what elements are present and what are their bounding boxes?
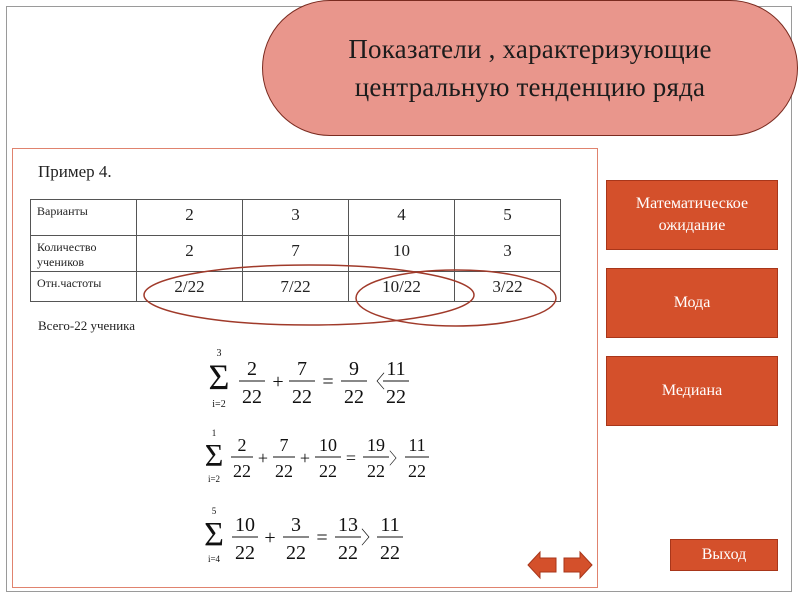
sum-upper-limit: 5	[211, 506, 217, 516]
plus-sign: +	[272, 371, 284, 393]
sum-upper-limit: 3	[216, 348, 222, 359]
table-cell: 7	[243, 236, 349, 272]
formula-area	[200, 345, 450, 570]
equals-sign: =	[316, 527, 328, 549]
plus-sign: +	[299, 448, 311, 468]
sigma-symbol: Σ	[204, 516, 224, 553]
fraction-numerator: 10	[319, 435, 337, 455]
row-header-frequencies: Отн.частоты	[31, 272, 137, 302]
row-header-line: учеников	[37, 255, 85, 269]
oval-left	[144, 265, 474, 325]
fraction-denominator: 22	[367, 461, 385, 481]
fraction-denominator: 22	[338, 542, 358, 564]
comparison-sign: 〉	[388, 451, 406, 468]
equals-sign: =	[322, 371, 334, 393]
median-button[interactable]: Медиана	[606, 356, 778, 426]
table-cell: 4	[349, 200, 455, 236]
sum-lower-limit: i=2	[212, 399, 226, 410]
fraction-denominator: 22	[408, 461, 426, 481]
fraction-denominator: 22	[319, 461, 337, 481]
fraction-numerator: 11	[408, 435, 426, 455]
expectation-label-line-1: Математическое	[635, 195, 749, 212]
fraction-denominator: 22	[344, 386, 364, 408]
total-label: Всего-22 ученика	[38, 318, 136, 333]
table-cell: 5	[455, 200, 561, 236]
fraction-numerator: 11	[380, 514, 400, 536]
fraction-numerator: 2	[237, 435, 247, 455]
title-line-1: Показатели , характеризующие	[348, 34, 712, 64]
fraction-denominator: 22	[242, 386, 262, 408]
fraction-denominator: 22	[233, 461, 251, 481]
table-cell: 2	[137, 236, 243, 272]
table-cell: 7/22	[243, 272, 349, 302]
plus-sign: +	[257, 448, 269, 468]
fraction-numerator: 11	[386, 358, 406, 380]
fraction-numerator: 19	[367, 435, 385, 455]
fraction-numerator: 2	[247, 358, 257, 380]
formula-2	[205, 428, 429, 484]
sum-lower-limit: i=2	[207, 474, 221, 484]
row-header-line: Количество	[37, 240, 97, 254]
comparison-sign: 〈	[367, 372, 385, 392]
table-cell: 3	[243, 200, 349, 236]
row-header-variants: Варианты	[31, 200, 137, 236]
comparison-sign: 〉	[361, 528, 379, 548]
mode-button[interactable]: Мода	[606, 268, 778, 338]
sum-lower-limit: i=4	[207, 554, 221, 564]
fraction-denominator: 22	[292, 386, 312, 408]
formula-1	[209, 348, 409, 410]
fraction-denominator: 22	[275, 461, 293, 481]
fraction-denominator: 22	[380, 542, 400, 564]
title-line-2: центральную тенденцию ряда	[354, 72, 706, 102]
table-cell: 2	[137, 200, 243, 236]
fraction-denominator: 22	[235, 542, 255, 564]
fraction-numerator: 3	[291, 514, 301, 536]
fraction-numerator: 7	[297, 358, 307, 380]
table-cell: 10/22	[349, 272, 455, 302]
expectation-label-line-2: ожидание	[658, 217, 726, 234]
fraction-denominator: 22	[386, 386, 406, 408]
exit-button[interactable]: Выход	[670, 539, 778, 571]
oval-right	[356, 270, 556, 326]
table-cell: 10	[349, 236, 455, 272]
formula-3	[204, 506, 403, 564]
sigma-symbol: Σ	[204, 437, 224, 473]
table-cell: 3/22	[455, 272, 561, 302]
plus-sign: +	[264, 527, 276, 549]
fraction-numerator: 9	[349, 358, 359, 380]
example-label: Пример 4.	[38, 162, 112, 181]
next-arrow-icon[interactable]	[562, 550, 594, 580]
expectation-button[interactable]	[606, 180, 778, 250]
table-cell: 3	[455, 236, 561, 272]
fraction-numerator: 7	[279, 435, 289, 455]
previous-arrow-icon[interactable]	[526, 550, 558, 580]
equals-sign: =	[345, 448, 357, 468]
fraction-denominator: 22	[286, 542, 306, 564]
fraction-numerator: 10	[235, 514, 255, 536]
sigma-symbol: Σ	[208, 357, 230, 397]
table-cell: 2/22	[137, 272, 243, 302]
fraction-numerator: 13	[338, 514, 358, 536]
sum-upper-limit: 1	[211, 428, 217, 438]
